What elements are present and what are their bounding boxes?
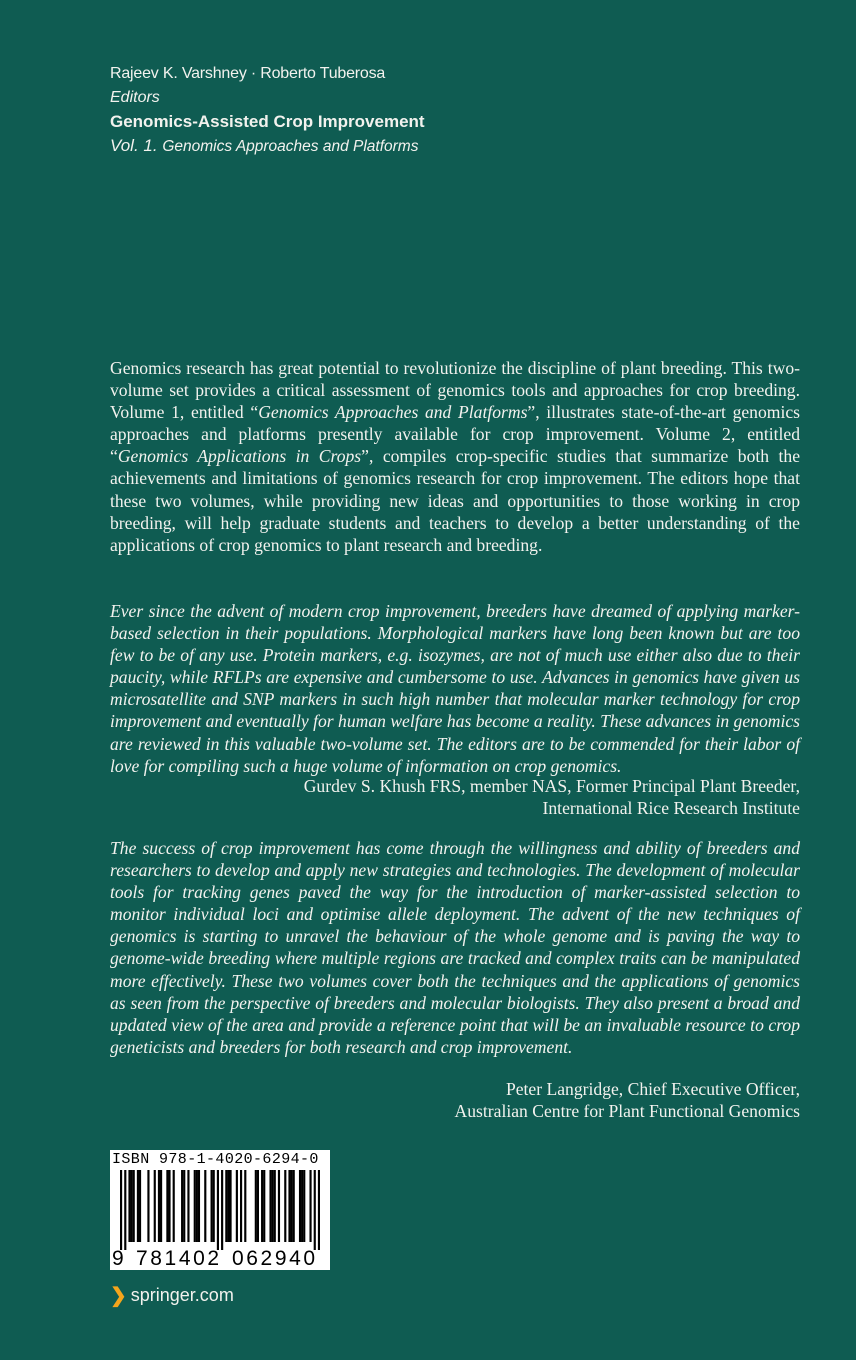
intro-part-1: Genomics research has great potential to revolutionize the discipline of plant breeding. This two-volume set provides a critical assessment of genomics tools and approaches for crop breeding. Volume 1, entitled “ bbox=[110, 358, 800, 423]
ean-right-group: 062940 bbox=[232, 1247, 318, 1270]
barcode-bar bbox=[236, 1170, 238, 1242]
barcode-bar bbox=[244, 1170, 246, 1242]
volume-line bbox=[110, 134, 425, 159]
barcode-bar bbox=[293, 1170, 295, 1242]
attribution-langridge-line1: Peter Langridge, Chief Executive Officer, bbox=[505, 1079, 800, 1099]
barcode-bar bbox=[187, 1170, 189, 1242]
barcode-bar bbox=[183, 1170, 185, 1242]
barcode-bar bbox=[196, 1170, 198, 1242]
barcode-bar bbox=[278, 1170, 280, 1242]
barcode-bar bbox=[181, 1170, 183, 1242]
barcode-bar bbox=[160, 1170, 162, 1242]
barcode-bar bbox=[133, 1170, 135, 1242]
barcode-bar bbox=[137, 1170, 139, 1242]
barcode-bar bbox=[257, 1170, 259, 1242]
barcode-bar bbox=[120, 1170, 122, 1250]
barcode-bars bbox=[120, 1170, 320, 1250]
barcode-bar bbox=[318, 1170, 320, 1250]
barcode-bar bbox=[229, 1170, 231, 1242]
barcode-bar bbox=[168, 1170, 170, 1242]
barcode-bar bbox=[288, 1170, 290, 1242]
review-quote-langridge: The success of crop improvement has come through the willingness and ability of breeders and researchers to develop and apply new strategies and technologies. The development of molecular tools for tracking genes paved the way for the introduction of marker-assisted selection to monitor individual loci and optimise allele deployment. The advent of the new techniques of genomics is starting to unravel the behaviour of the whole genome and is paving the way to genome-wide breeding where multiple regions are tracked and complex traits can be manipulated more effectively. These two volumes cover both the techniques and the applications of genomics as seen from the perspective of breeders and molecular biologists. They also present a broad and updated view of the area and provide a reference point that will be an invaluable resource to crop geneticists and breeders for both research and crop improvement. bbox=[110, 838, 800, 1057]
barcode-bar bbox=[124, 1170, 126, 1250]
barcode-bar bbox=[255, 1170, 257, 1242]
barcode-bar bbox=[274, 1170, 276, 1242]
barcode-bar bbox=[211, 1170, 213, 1242]
barcode-bar bbox=[272, 1170, 274, 1242]
attribution-langridge bbox=[455, 1078, 800, 1122]
attribution-khush-line2: International Rice Research Institute bbox=[542, 798, 800, 819]
barcode-bar bbox=[166, 1170, 168, 1242]
barcode-bar bbox=[301, 1170, 303, 1242]
authors: Rajeev K. Varshney · Roberto Tuberosa bbox=[110, 65, 386, 82]
barcode-bar bbox=[269, 1170, 271, 1242]
isbn-barcode bbox=[110, 1150, 330, 1270]
intro-paragraph bbox=[110, 357, 800, 556]
editors-label: Editors bbox=[110, 89, 160, 106]
barcode-bar bbox=[261, 1170, 263, 1242]
isbn-text: ISBN 978-1-4020-6294-0 bbox=[112, 1151, 319, 1168]
attribution-khush bbox=[304, 775, 800, 819]
barcode-bar bbox=[263, 1170, 265, 1242]
barcode-bar bbox=[147, 1170, 149, 1242]
barcode-bar bbox=[309, 1170, 311, 1242]
barcode-bar bbox=[299, 1170, 301, 1242]
barcode-bar bbox=[213, 1170, 215, 1242]
book-title: Genomics-Assisted Crop Improvement bbox=[110, 112, 425, 131]
barcode-bar bbox=[284, 1170, 286, 1242]
chevron-right-icon: ❯ bbox=[110, 1285, 127, 1307]
barcode-bar bbox=[204, 1170, 206, 1242]
barcode-bar bbox=[314, 1170, 316, 1250]
barcode-bar bbox=[158, 1170, 160, 1242]
cover-header bbox=[110, 62, 425, 159]
barcode-bar bbox=[173, 1170, 175, 1242]
barcode-bar bbox=[221, 1170, 223, 1250]
barcode-bar bbox=[139, 1170, 141, 1242]
barcode-bar bbox=[217, 1170, 219, 1250]
vol1-title: Genomics Approaches and Platforms bbox=[258, 402, 528, 423]
review-quote-khush: Ever since the advent of modern crop improvement, breeders have dreamed of applying marker-based selection in their populations. Morphological markers have long been known but are too few to be of any use. Protein markers, e.g. isozymes, are not of much use either also due to their paucity, while RFLPs are expensive and cumbersome to use. Advances in genomics have given us microsatellite and SNP markers in such high number that molecular marker technology for crop improvement and eventually for human welfare has become a reality. These advances in genomics are reviewed in this valuable two-volume set. The editors are to be commended for their labor of love for compiling such a huge volume of information on crop genomics. bbox=[110, 601, 800, 776]
ean-first-digit: 9 bbox=[112, 1247, 124, 1270]
website-text: springer.com bbox=[130, 1285, 234, 1305]
intro-part-3: ”, compiles crop-specific studies that summarize both the achievements and limitations of genomics research for crop improvement. The editors hope that these two volumes, while providing new ideas and opportunities to those working in crop breeding, will help graduate students and teachers to develop a better understanding of the applications of crop genomics to plant research and breeding. bbox=[110, 446, 801, 555]
barcode-bar bbox=[128, 1170, 130, 1242]
ean-left-group: 781402 bbox=[136, 1247, 222, 1270]
attribution-khush-line1: Gurdev S. Khush FRS, member NAS, Former Principal Plant Breeder, bbox=[303, 776, 800, 796]
attribution-langridge-line2: Australian Centre for Plant Functional Genomics bbox=[454, 1101, 800, 1122]
barcode-bar bbox=[240, 1170, 242, 1242]
barcode-bar bbox=[154, 1170, 156, 1242]
barcode-bar bbox=[194, 1170, 196, 1242]
intro-part-2: ”, illustrates state-of-the-art genomics approaches and platforms presently available for crop improvement. Volume 2, entitled “ bbox=[110, 402, 800, 467]
barcode-bar bbox=[303, 1170, 305, 1242]
ean-digits bbox=[110, 1249, 330, 1269]
barcode-bar bbox=[198, 1170, 200, 1242]
volume-label: Vol. 1. bbox=[110, 136, 158, 155]
barcode-bar bbox=[131, 1170, 133, 1242]
volume-title: Genomics Approaches and Platforms bbox=[162, 138, 419, 155]
barcode-bar bbox=[225, 1170, 227, 1242]
barcode-bar bbox=[227, 1170, 229, 1242]
publisher-link[interactable] bbox=[110, 1283, 234, 1308]
vol2-title: Genomics Applications in Crops bbox=[117, 446, 362, 467]
barcode-bar bbox=[291, 1170, 293, 1242]
